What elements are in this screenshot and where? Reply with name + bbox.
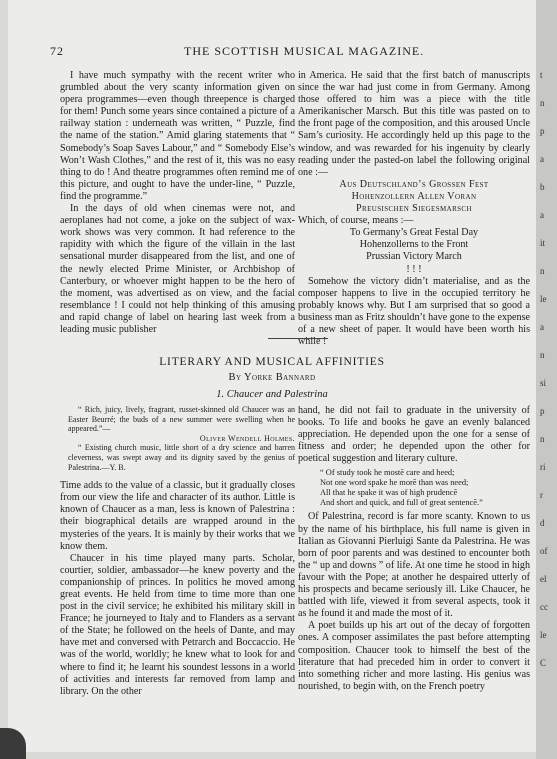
article-title: LITERARY AND MUSICAL AFFINITIES — [159, 356, 385, 368]
means-line: Which, of course, means :— — [298, 215, 414, 227]
section-heading: 1. Chaucer and Palestrina — [216, 389, 328, 400]
edge-fragment: p — [540, 406, 545, 416]
verse-line: “ Of study took he mostē care and heed; — [320, 468, 455, 478]
paragraph: Chaucer in his time played many parts. Scholar, courtier, soldier, ambassador—he knew poverty and the companionship of princes. In politics he moved among great events. He held from time to time more than one post in the civil service; he exhibited his military skill in France; he journeyed to Italy and to Flanders as a servant of the State; he followed on the heels of Dante, and may have met and conversed with Petrarch and Boccaccio. He was of the world, worldly; he knew what to look for and where to find it; he learnt his soundest lessons in a world of activities and interests far removed from lamp and library. On the other — [60, 552, 295, 697]
bottom-left-column — [60, 405, 295, 698]
top-right-column — [298, 70, 530, 348]
german-title-line: Aus Deutschland’s Grossen Fest — [339, 178, 489, 190]
edge-fragment: n — [540, 350, 545, 360]
paragraph: I have much sympathy with the recent writer who grumbled about the very scanty information given on opera programmes—even though threepence is charged for them! Punch some years since contained a picture of a railway station : underneath was written, “ Puzzle, find the name of the station.” Amid glaring statements that “ Somebody’s Soap Saves Labour,” and “ Somebody Else’s Won’t Wash Clothes,” and the rest of it, this was no easy thing to do ! And theatre programmes often remind me of this picture, and ought to have the under-line, “ Puzzle, find the programme.” — [60, 70, 295, 202]
edge-fragment: C — [540, 658, 547, 668]
english-title-line: Prussian Victory March — [366, 251, 462, 263]
article-byline: By Yorke Bannard — [228, 372, 316, 383]
epigraph-attribution: Oliver Wendell Holmes. — [199, 433, 295, 443]
bottom-right-column — [298, 405, 530, 693]
paragraph: Somehow the victory didn’t materialise, and as the composer happens to live in the occupied territory he probably knows why. But I am surprised that so good a business man as Fritz shouldn’t have gone to the expense of a new sheet of paper. It would have been worth his while ! — [298, 275, 530, 348]
paragraph: Time adds to the value of a classic, but it gradually closes from our view the life and character of its author. Little is known of Chaucer as a man, less is known of Palestrina : their biographical details are wrapped around in the mysteries of the years. It is mainly by their works that we know them. — [60, 480, 295, 552]
german-title-line: Preusischen Siegesmarsch — [356, 203, 472, 215]
verse-line: Not one word spake he morē than was need; — [320, 478, 469, 488]
edge-fragment: n — [540, 98, 545, 108]
english-title-line: ! ! ! — [406, 263, 422, 275]
paragraph: hand, he did not fail to graduate in the university of books. To life and books he gave an evenly balanced appreciation. He depended upon the one for a sense of fitness and order; he depended upon the other for poetical suggestion and literary culture. — [298, 405, 530, 465]
paragraph: in America. He said that the first batch of manuscripts since the war had just come in from Germany. Among those offered to him was a piece with the title Amerikanischer Marsch. But this title was pasted on to the front page of the composition, and this aroused Uncle Sam’s curiosity. He accordingly held up this page to the window, and was rewarded for his ingenuity by clearly reading under the pasted-on label the following original one :— — [298, 70, 530, 178]
edge-fragment: n — [540, 434, 545, 444]
english-title-line: To Germany’s Great Festal Day — [349, 227, 479, 239]
paragraph: Of Palestrina, record is far more scanty. Known to us by the name of his birthplace, his full name is given in Italian as Giovanni Pierluigi Sante da Palestrina. He was born of poor parents and was destined to encounter both the “ up and downs ” of life. At one time he stood in high favour with the Pope; at another he despaired utterly of his prospects and became seriously ill. Like Chaucer, he battled with life, viewed it from several aspects, took it as he found it and made the most of it. — [298, 511, 530, 620]
edge-fragment: ri — [540, 462, 546, 472]
edge-fragment: le — [540, 630, 547, 640]
edge-fragment: el — [540, 574, 547, 584]
magazine-page — [8, 0, 536, 752]
section-divider — [268, 338, 328, 339]
paragraph: A poet builds up his art out of the decay of forgotten ones. A composer assimilates the past before attempting composition. Chaucer took to himself the best of the literature that had preceded him in order to convert it into something richer and more lasting. His genius was nourished, to begin with, on the French poetry — [298, 620, 530, 692]
edge-fragment: a — [540, 210, 544, 220]
german-title-line: Hohenzollern Allen Voran — [351, 190, 477, 202]
english-title-line: Hohenzollerns to the Front — [359, 239, 469, 251]
edge-fragment: d — [540, 518, 545, 528]
edge-fragment: b — [540, 182, 545, 192]
edge-fragment: it — [540, 238, 546, 248]
edge-fragment: cc — [540, 602, 548, 612]
facing-page-edge — [536, 0, 557, 759]
verse-line: And short and quick, and full of great sentencē.” — [320, 498, 483, 508]
edge-fragment: t — [540, 70, 543, 80]
page-number: 72 — [50, 44, 64, 58]
paragraph: In the days of old when cinemas were not, and aeroplanes had not come, a joke on the subject of wax-work shows was very common. It had reference to the rapidity with which the figure of the villain in the last sensational murder disappeared from the list, and one of the newly elected Prime Minister, or Archbishop of Canterbury, or whoever might happen to be the hero of the moment, was advertised as on view, and the facial resemblance ! I could not help thinking of this amusing and rapid change of label on hearing last week from a leading music publisher — [60, 203, 295, 335]
edge-fragment: n — [540, 266, 545, 276]
top-left-column — [60, 70, 295, 336]
edge-fragment: of — [540, 546, 548, 556]
edge-fragment: p — [540, 126, 545, 136]
epigraph: “ Rich, juicy, lively, fragrant, russet-skinned old Chaucer was an Easter Beurré; the buds of a new summer were swelling when he appeared.”— — [68, 405, 295, 434]
running-title: THE SCOTTISH MUSICAL MAGAZINE. — [184, 44, 425, 58]
edge-fragment: r — [540, 490, 543, 500]
epigraph: “ Existing church music, little short of a dry science and barren cleverness, was swept away and its dignity saved by the genius of Palestrina.—Y. B. — [68, 443, 295, 472]
edge-fragment: a — [540, 154, 544, 164]
edge-fragment: le — [540, 294, 547, 304]
verse-line: All that he spake it was of high prudencē — [320, 488, 458, 498]
edge-fragment: si — [540, 378, 547, 388]
edge-fragment: a — [540, 322, 544, 332]
